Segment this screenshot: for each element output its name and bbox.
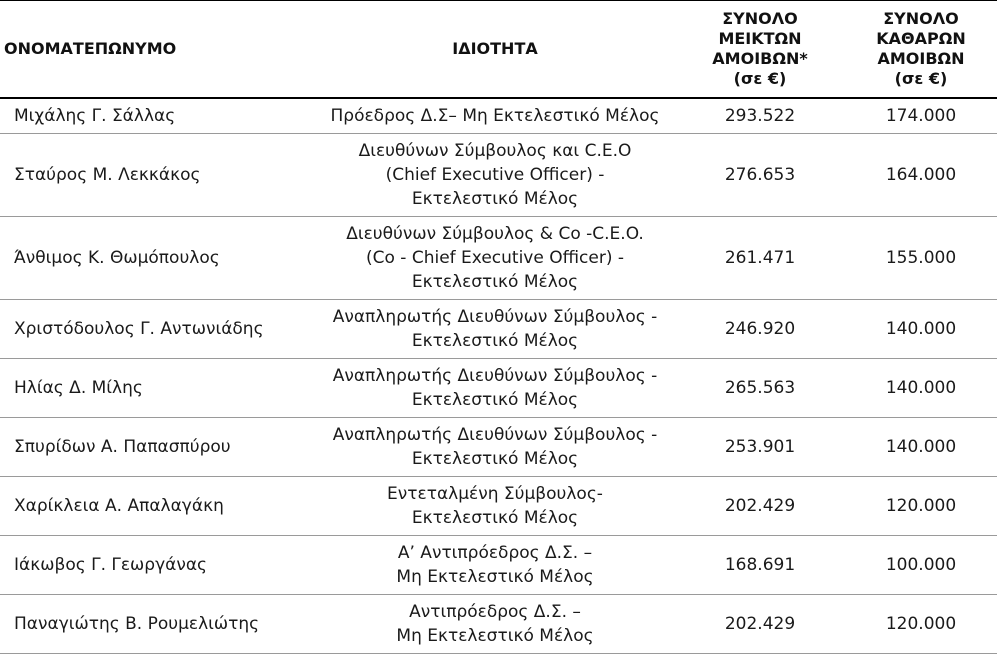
cell-gross: 202.429 — [675, 477, 845, 536]
table-row — [0, 359, 997, 418]
table-row — [0, 595, 997, 654]
cell-role-line: Εκτελεστικό Μέλος — [411, 189, 579, 209]
table-row — [0, 536, 997, 595]
cell-name: Άνθιμος Κ. Θωμόπουλος — [0, 217, 315, 300]
cell-role-line: Μη Εκτελεστικό Μέλος — [396, 567, 594, 587]
cell-role — [315, 134, 675, 217]
cell-role — [315, 359, 675, 418]
cell-name: Σπυρίδων Α. Παπασπύρου — [0, 418, 315, 477]
cell-role-line: Εκτελεστικό Μέλος — [411, 272, 579, 292]
table-row — [0, 418, 997, 477]
cell-name: Χριστόδουλος Γ. Αντωνιάδης — [0, 300, 315, 359]
cell-role-line: Αντιπρόεδρος Δ.Σ. – — [409, 602, 581, 622]
header-net-line: ΣΥΝΟΛΟ — [883, 8, 959, 28]
cell-role-line: Εντεταλμένη Σύμβουλος- — [387, 484, 603, 504]
cell-net: 164.000 — [845, 134, 997, 217]
cell-net: 155.000 — [845, 217, 997, 300]
cell-net: 100.000 — [845, 536, 997, 595]
cell-role — [315, 536, 675, 595]
cell-name: Ιάκωβος Γ. Γεωργάνας — [0, 536, 315, 595]
cell-role — [315, 217, 675, 300]
table-row — [0, 477, 997, 536]
header-gross-line: (σε €) — [733, 68, 787, 88]
header-gross-line: ΣΥΝΟΛΟ — [722, 8, 798, 28]
header-net-line: ΚΑΘΑΡΩΝ — [876, 28, 966, 48]
cell-role — [315, 418, 675, 477]
cell-role-line: Εκτελεστικό Μέλος — [411, 390, 579, 410]
cell-name: Μιχάλης Γ. Σάλλας — [0, 98, 315, 134]
table-header-row — [0, 1, 997, 98]
cell-gross: 261.471 — [675, 217, 845, 300]
table-row — [0, 300, 997, 359]
cell-gross: 168.691 — [675, 536, 845, 595]
cell-role-line: Πρόεδρος Δ.Σ– Μη Εκτελεστικό Μέλος — [330, 105, 660, 126]
cell-gross: 293.522 — [675, 98, 845, 134]
cell-gross: 253.901 — [675, 418, 845, 477]
cell-net: 140.000 — [845, 359, 997, 418]
header-net — [845, 1, 997, 98]
cell-role-line: Εκτελεστικό Μέλος — [411, 449, 579, 469]
cell-role-line: Αναπληρωτής Διευθύνων Σύμβουλος - — [332, 425, 658, 445]
cell-role — [315, 300, 675, 359]
table-row — [0, 98, 997, 134]
cell-role-line: Α’ Αντιπρόεδρος Δ.Σ. – — [397, 543, 593, 563]
header-gross — [675, 1, 845, 98]
cell-role-line: Διευθύνων Σύμβουλος & Co -C.E.O. — [346, 224, 644, 244]
table-row — [0, 217, 997, 300]
cell-role — [315, 595, 675, 654]
cell-name: Ηλίας Δ. Μίλης — [0, 359, 315, 418]
header-gross-line: ΜΕΙΚΤΩΝ — [718, 28, 802, 48]
header-role: ΙΔΙΟΤΗΤΑ — [452, 38, 538, 58]
header-net-line: (σε €) — [894, 68, 948, 88]
table-row — [0, 134, 997, 217]
cell-role-line: Αναπληρωτής Διευθύνων Σύμβουλος - — [332, 307, 658, 327]
cell-net: 140.000 — [845, 300, 997, 359]
cell-name: Χαρίκλεια Α. Απαλαγάκη — [0, 477, 315, 536]
cell-role-line: Αναπληρωτής Διευθύνων Σύμβουλος - — [332, 366, 658, 386]
cell-role-line: (Co - Chief Executive Officer) - — [365, 248, 624, 268]
header-net-line: ΑΜΟΙΒΩΝ — [877, 48, 965, 68]
cell-role-line: Μη Εκτελεστικό Μέλος — [396, 626, 594, 646]
header-gross-line: ΑΜΟΙΒΩΝ* — [712, 48, 808, 68]
cell-gross: 246.920 — [675, 300, 845, 359]
cell-role-line: Εκτελεστικό Μέλος — [411, 508, 579, 528]
cell-role — [315, 477, 675, 536]
cell-gross: 265.563 — [675, 359, 845, 418]
cell-role-line: (Chief Executive Officer) - — [385, 165, 605, 185]
cell-gross: 276.653 — [675, 134, 845, 217]
cell-gross: 202.429 — [675, 595, 845, 654]
cell-name: Παναγιώτης Β. Ρουμελιώτης — [0, 595, 315, 654]
header-name: ΟΝΟΜΑΤΕΠΩΝΥΜΟ — [4, 38, 177, 58]
cell-net: 120.000 — [845, 477, 997, 536]
cell-net: 120.000 — [845, 595, 997, 654]
cell-role — [315, 98, 675, 134]
cell-net: 140.000 — [845, 418, 997, 477]
cell-name: Σταύρος Μ. Λεκκάκος — [0, 134, 315, 217]
cell-role-line: Διευθύνων Σύμβουλος και C.E.O — [358, 141, 632, 161]
cell-role-line: Εκτελεστικό Μέλος — [411, 331, 579, 351]
cell-net: 174.000 — [845, 98, 997, 134]
